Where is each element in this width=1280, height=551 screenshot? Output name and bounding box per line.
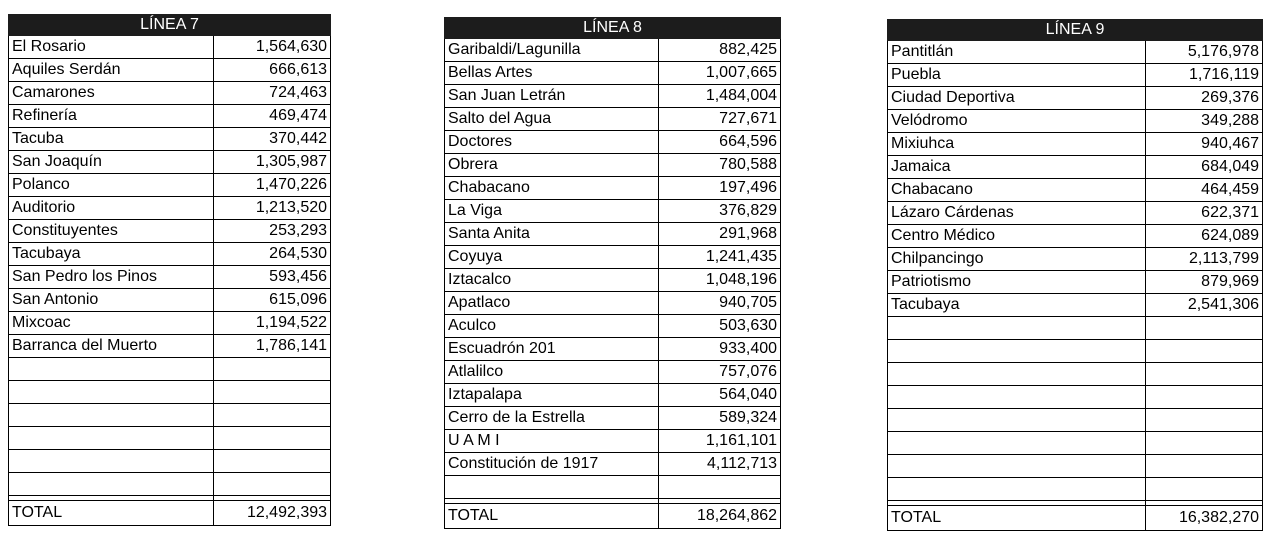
station-value: 349,288 — [1146, 110, 1263, 133]
station-name: Velódromo — [888, 110, 1146, 133]
table-header — [9, 15, 331, 36]
table-row — [888, 317, 1263, 340]
table-row — [9, 381, 331, 404]
station-name — [888, 340, 1146, 363]
station-value — [1146, 317, 1263, 340]
station-value: 615,096 — [214, 289, 331, 312]
table-row — [888, 478, 1263, 501]
station-value: 464,459 — [1146, 179, 1263, 202]
station-name: Mixiuhca — [888, 133, 1146, 156]
station-name: Patriotismo — [888, 271, 1146, 294]
station-value — [659, 476, 781, 499]
table-row — [445, 453, 781, 476]
table-row — [9, 312, 331, 335]
table-row — [9, 151, 331, 174]
table-row — [888, 133, 1263, 156]
table-row — [445, 476, 781, 499]
station-value: 1,161,101 — [659, 430, 781, 453]
station-value: 1,470,226 — [214, 174, 331, 197]
station-name: Coyuya — [445, 246, 659, 269]
station-name — [888, 363, 1146, 386]
total-value: 18,264,862 — [659, 504, 781, 529]
table-row — [445, 384, 781, 407]
table-row — [888, 271, 1263, 294]
table-row — [9, 197, 331, 220]
station-value: 197,496 — [659, 177, 781, 200]
station-value: 757,076 — [659, 361, 781, 384]
table-row — [445, 39, 781, 62]
total-row — [9, 501, 331, 526]
station-value: 253,293 — [214, 220, 331, 243]
table-row — [445, 177, 781, 200]
station-name: Atlalilco — [445, 361, 659, 384]
station-name: Constituyentes — [9, 220, 214, 243]
station-name: San Joaquín — [9, 151, 214, 174]
station-name: Bellas Artes — [445, 62, 659, 85]
station-value: 780,588 — [659, 154, 781, 177]
station-name: Auditorio — [9, 197, 214, 220]
station-value: 469,474 — [214, 105, 331, 128]
station-name: Centro Médico — [888, 225, 1146, 248]
linea-9-table — [887, 19, 1263, 531]
table-row — [9, 59, 331, 82]
station-value: 879,969 — [1146, 271, 1263, 294]
station-name: Iztapalapa — [445, 384, 659, 407]
table-row — [9, 473, 331, 496]
station-value: 724,463 — [214, 82, 331, 105]
station-name — [888, 409, 1146, 432]
station-name: Garibaldi/Lagunilla — [445, 39, 659, 62]
station-value: 1,305,987 — [214, 151, 331, 174]
station-value: 2,541,306 — [1146, 294, 1263, 317]
table-row — [888, 87, 1263, 110]
station-name: U A M I — [445, 430, 659, 453]
table-row — [445, 246, 781, 269]
station-name: Mixcoac — [9, 312, 214, 335]
station-value: 666,613 — [214, 59, 331, 82]
table-row — [445, 315, 781, 338]
table-row — [445, 338, 781, 361]
table-row — [445, 407, 781, 430]
station-name: Constitución de 1917 — [445, 453, 659, 476]
station-value: 1,564,630 — [214, 36, 331, 59]
station-value — [1146, 478, 1263, 501]
station-value — [214, 450, 331, 473]
total-value: 12,492,393 — [214, 501, 331, 526]
table-row — [888, 294, 1263, 317]
table-row — [888, 156, 1263, 179]
station-value — [1146, 340, 1263, 363]
station-name: Salto del Agua — [445, 108, 659, 131]
station-name: Iztacalco — [445, 269, 659, 292]
station-value: 933,400 — [659, 338, 781, 361]
station-value — [214, 404, 331, 427]
station-value: 1,048,196 — [659, 269, 781, 292]
station-value: 370,442 — [214, 128, 331, 151]
table-row — [888, 409, 1263, 432]
station-name — [9, 404, 214, 427]
table-row — [888, 179, 1263, 202]
table-row — [9, 289, 331, 312]
station-name: Aquiles Serdán — [9, 59, 214, 82]
table-row — [445, 223, 781, 246]
station-value: 664,596 — [659, 131, 781, 154]
station-value: 376,829 — [659, 200, 781, 223]
total-row — [445, 504, 781, 529]
station-value — [1146, 386, 1263, 409]
station-value: 4,112,713 — [659, 453, 781, 476]
table-row — [445, 85, 781, 108]
station-name — [9, 381, 214, 404]
station-value — [214, 358, 331, 381]
station-value: 684,049 — [1146, 156, 1263, 179]
table-row — [445, 292, 781, 315]
table-row — [888, 363, 1263, 386]
line-title: LÍNEA 7 — [9, 15, 331, 36]
table-row — [445, 108, 781, 131]
station-value: 291,968 — [659, 223, 781, 246]
table-row — [9, 427, 331, 450]
station-name: El Rosario — [9, 36, 214, 59]
table-header — [445, 18, 781, 39]
table-row — [9, 450, 331, 473]
table-header — [888, 20, 1263, 41]
station-value: 269,376 — [1146, 87, 1263, 110]
table-row — [9, 335, 331, 358]
station-name: Chabacano — [445, 177, 659, 200]
station-name: La Viga — [445, 200, 659, 223]
station-name: San Juan Letrán — [445, 85, 659, 108]
table-row — [888, 248, 1263, 271]
station-name — [9, 473, 214, 496]
table-row — [888, 202, 1263, 225]
station-name — [9, 358, 214, 381]
total-value: 16,382,270 — [1146, 506, 1263, 531]
station-value: 622,371 — [1146, 202, 1263, 225]
table-row — [9, 105, 331, 128]
station-name: Chilpancingo — [888, 248, 1146, 271]
station-name: Doctores — [445, 131, 659, 154]
station-value: 564,040 — [659, 384, 781, 407]
table-row — [9, 358, 331, 381]
table-row — [9, 128, 331, 151]
station-name: Apatlaco — [445, 292, 659, 315]
table-row — [9, 220, 331, 243]
station-name: Jamaica — [888, 156, 1146, 179]
station-name: Pantitlán — [888, 41, 1146, 64]
table-row — [888, 41, 1263, 64]
station-value: 1,786,141 — [214, 335, 331, 358]
table-row — [888, 225, 1263, 248]
station-value: 727,671 — [659, 108, 781, 131]
station-name — [445, 476, 659, 499]
station-value: 1,716,119 — [1146, 64, 1263, 87]
station-value — [1146, 432, 1263, 455]
table-row — [445, 131, 781, 154]
station-name: Chabacano — [888, 179, 1146, 202]
station-value: 1,007,665 — [659, 62, 781, 85]
table-row — [9, 404, 331, 427]
station-name: Lázaro Cárdenas — [888, 202, 1146, 225]
table-row — [888, 386, 1263, 409]
station-value: 589,324 — [659, 407, 781, 430]
station-value: 1,194,522 — [214, 312, 331, 335]
station-name — [888, 386, 1146, 409]
station-name: Puebla — [888, 64, 1146, 87]
linea-8-table — [444, 17, 781, 529]
station-name — [888, 478, 1146, 501]
station-name — [888, 317, 1146, 340]
station-value — [1146, 455, 1263, 478]
table-row — [888, 64, 1263, 87]
station-name: Escuadrón 201 — [445, 338, 659, 361]
line-title: LÍNEA 8 — [445, 18, 781, 39]
station-name — [888, 432, 1146, 455]
station-value: 5,176,978 — [1146, 41, 1263, 64]
linea-7-table — [8, 14, 331, 526]
station-value — [214, 427, 331, 450]
line-title: LÍNEA 9 — [888, 20, 1263, 41]
station-name: Cerro de la Estrella — [445, 407, 659, 430]
table-row — [445, 361, 781, 384]
table-row — [888, 340, 1263, 363]
station-name — [888, 455, 1146, 478]
table-row — [9, 36, 331, 59]
station-value — [1146, 409, 1263, 432]
station-value: 940,467 — [1146, 133, 1263, 156]
station-name — [9, 450, 214, 473]
station-value: 2,113,799 — [1146, 248, 1263, 271]
station-name: San Pedro los Pinos — [9, 266, 214, 289]
table-row — [445, 269, 781, 292]
station-name: Refinería — [9, 105, 214, 128]
table-row — [888, 432, 1263, 455]
table-row — [9, 266, 331, 289]
table-row — [9, 243, 331, 266]
station-name: Ciudad Deportiva — [888, 87, 1146, 110]
station-value: 624,089 — [1146, 225, 1263, 248]
table-row — [445, 430, 781, 453]
table-row — [888, 455, 1263, 478]
station-name: Santa Anita — [445, 223, 659, 246]
total-label: TOTAL — [888, 506, 1146, 531]
table-row — [445, 62, 781, 85]
table-row — [888, 110, 1263, 133]
station-name: Barranca del Muerto — [9, 335, 214, 358]
station-name — [9, 427, 214, 450]
station-name: Polanco — [9, 174, 214, 197]
table-row — [9, 82, 331, 105]
station-value: 503,630 — [659, 315, 781, 338]
station-name: Tacuba — [9, 128, 214, 151]
station-name: Tacubaya — [9, 243, 214, 266]
total-label: TOTAL — [445, 504, 659, 529]
station-value: 882,425 — [659, 39, 781, 62]
station-name: San Antonio — [9, 289, 214, 312]
station-name: Obrera — [445, 154, 659, 177]
station-value: 264,530 — [214, 243, 331, 266]
total-label: TOTAL — [9, 501, 214, 526]
station-value — [214, 381, 331, 404]
station-name: Tacubaya — [888, 294, 1146, 317]
station-value — [1146, 363, 1263, 386]
station-value — [214, 473, 331, 496]
table-row — [9, 174, 331, 197]
total-row — [888, 506, 1263, 531]
table-row — [445, 154, 781, 177]
station-value: 593,456 — [214, 266, 331, 289]
station-value: 1,241,435 — [659, 246, 781, 269]
station-value: 1,484,004 — [659, 85, 781, 108]
station-value: 1,213,520 — [214, 197, 331, 220]
station-name: Camarones — [9, 82, 214, 105]
station-value: 940,705 — [659, 292, 781, 315]
station-name: Aculco — [445, 315, 659, 338]
table-row — [445, 200, 781, 223]
